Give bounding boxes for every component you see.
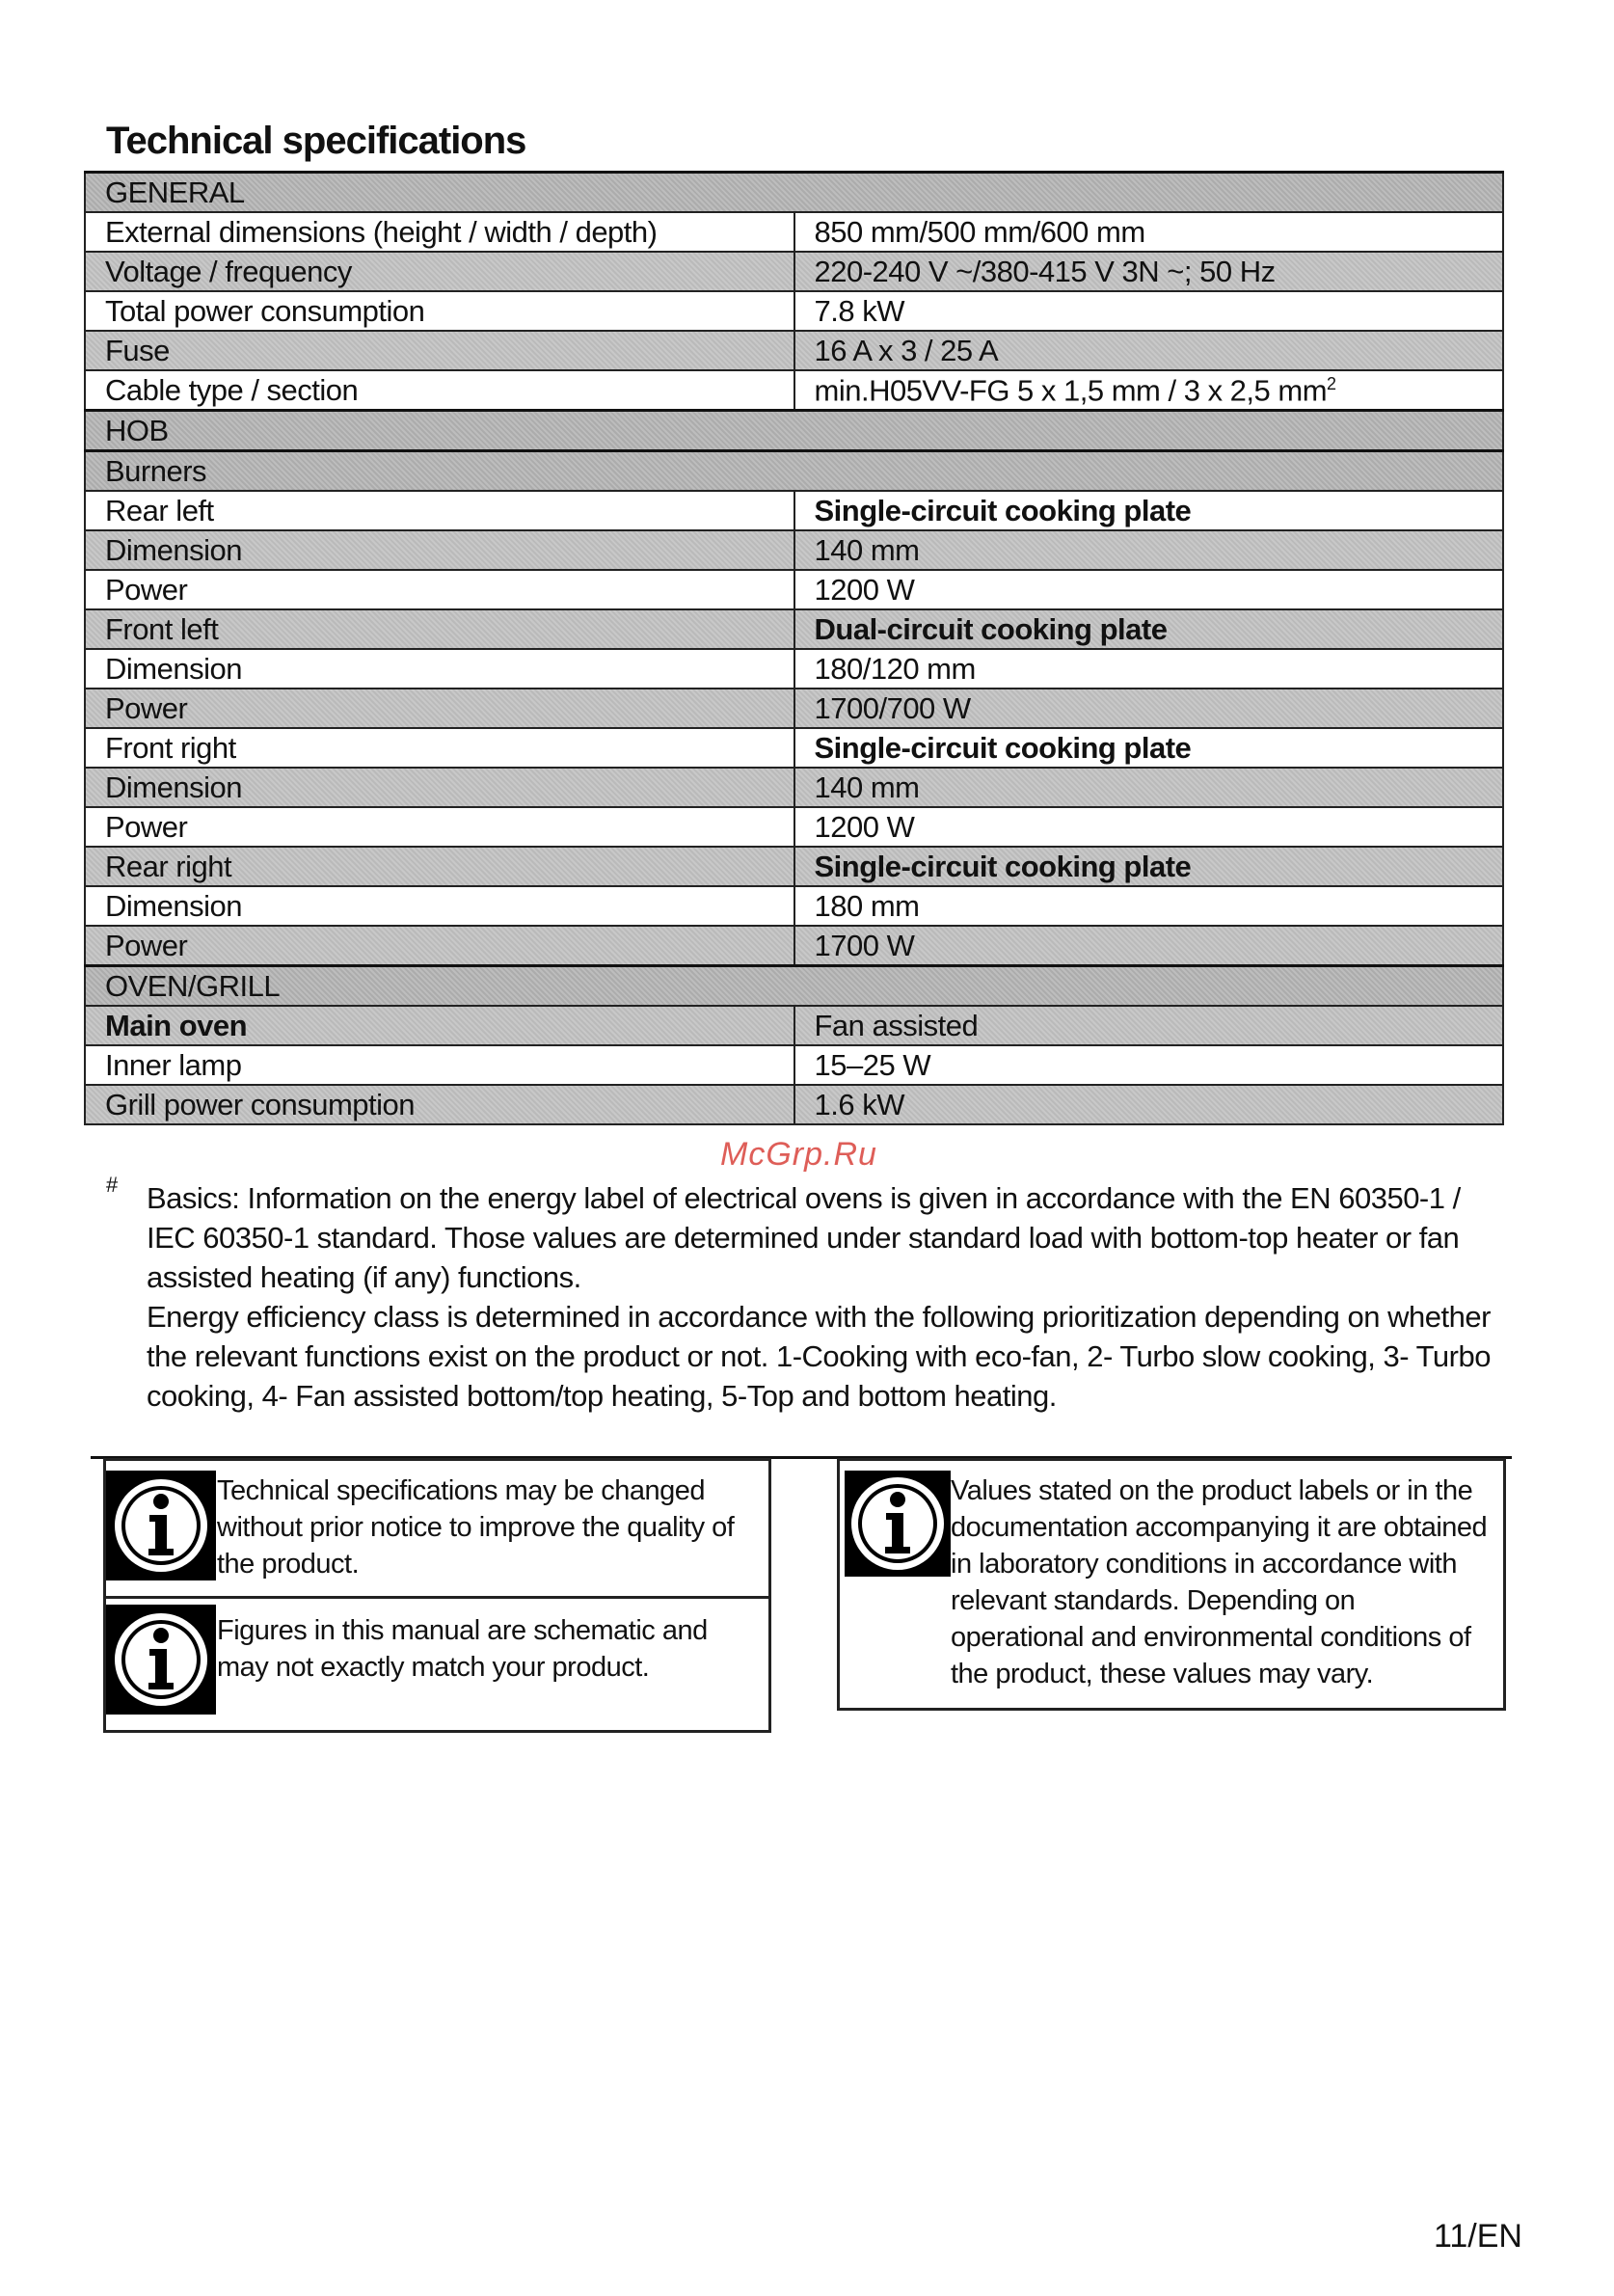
table-row xyxy=(85,570,1503,609)
table-row xyxy=(85,1085,1503,1124)
info-icon xyxy=(106,1605,216,1715)
table-row xyxy=(85,252,1503,291)
spec-label: Dimension xyxy=(85,886,794,926)
info-icon xyxy=(845,1471,951,1577)
spec-value: Fan assisted xyxy=(794,1006,1504,1045)
footnote-paragraph: Basics: Information on the energy label of electrical ovens is given in accordance with the EN 60350-1 / IEC 60350-1 standard. Those values are determined under standard load with bottom-top heater or fan assisted heating (if any) functions. xyxy=(147,1181,1461,1294)
note-text: Technical specifications may be changed without prior notice to improve the quality of the product. xyxy=(217,1475,735,1580)
page-title: Technical specifications xyxy=(106,120,526,162)
watermark: McGrp.Ru xyxy=(720,1136,877,1173)
spec-label: Main oven xyxy=(85,1006,794,1045)
spec-label: Rear left xyxy=(85,491,794,530)
spec-value: Single-circuit cooking plate xyxy=(794,847,1504,886)
section-hob xyxy=(85,411,1503,451)
spec-value: 140 mm xyxy=(794,530,1504,570)
subsection-burners xyxy=(85,451,1503,492)
table-row xyxy=(85,609,1503,649)
table-row xyxy=(85,331,1503,370)
table-row xyxy=(85,370,1503,411)
spec-label: Power xyxy=(85,926,794,966)
table-row xyxy=(85,212,1503,252)
spec-label: Dimension xyxy=(85,768,794,807)
superscript: 2 xyxy=(1327,373,1336,393)
spec-value: 16 A x 3 / 25 A xyxy=(794,331,1504,370)
table-row xyxy=(85,649,1503,689)
spec-value: Single-circuit cooking plate xyxy=(794,728,1504,768)
spec-label: Front left xyxy=(85,609,794,649)
spec-value: 1200 W xyxy=(794,570,1504,609)
spec-label: Grill power consumption xyxy=(85,1085,794,1124)
note-text: Values stated on the product labels or in the documentation accompanying it are obtained in laboratory conditions in accordance with relevant standards. Depending on operational and environmental conditions of the product, these values may vary. xyxy=(951,1475,1488,1689)
table-row xyxy=(85,768,1503,807)
spec-value: 1700 W xyxy=(794,926,1504,966)
spec-value: 1700/700 W xyxy=(794,689,1504,728)
spec-value: Dual-circuit cooking plate xyxy=(794,609,1504,649)
spec-label: Power xyxy=(85,570,794,609)
info-icon xyxy=(106,1471,216,1580)
spec-label: Front right xyxy=(85,728,794,768)
table-row xyxy=(85,807,1503,847)
table-row xyxy=(85,291,1503,331)
spec-value: 180 mm xyxy=(794,886,1504,926)
table-row xyxy=(85,491,1503,530)
section-header: GENERAL xyxy=(85,173,1503,213)
spec-table xyxy=(84,171,1504,1125)
table-row xyxy=(85,847,1503,886)
spec-label: Rear right xyxy=(85,847,794,886)
table-row xyxy=(85,728,1503,768)
spec-value: 1.6 kW xyxy=(794,1085,1504,1124)
page-number: 11/EN xyxy=(1434,2218,1522,2255)
footnote xyxy=(106,1173,1504,1416)
table-row xyxy=(85,689,1503,728)
spec-label: Power xyxy=(85,807,794,847)
section-oven-grill xyxy=(85,966,1503,1007)
table-row xyxy=(85,1006,1503,1045)
spec-label: Dimension xyxy=(85,649,794,689)
spec-value: 15–25 W xyxy=(794,1045,1504,1085)
spec-label: Power xyxy=(85,689,794,728)
note-row xyxy=(106,1461,768,1599)
table-row xyxy=(85,530,1503,570)
notes-box-left xyxy=(103,1458,771,1733)
note-row xyxy=(106,1599,768,1724)
subsection-header: Burners xyxy=(85,451,1503,492)
spec-value: Single-circuit cooking plate xyxy=(794,491,1504,530)
spec-label: Total power consumption xyxy=(85,291,794,331)
notes-box-right xyxy=(837,1458,1506,1711)
footnote-marker: # xyxy=(106,1173,119,1197)
spec-value: 7.8 kW xyxy=(794,291,1504,331)
section-general xyxy=(85,173,1503,213)
section-header: OVEN/GRILL xyxy=(85,966,1503,1007)
spec-value: 220-240 V ~/380-415 V 3N ~; 50 Hz xyxy=(794,252,1504,291)
table-row xyxy=(85,886,1503,926)
spec-value: 1200 W xyxy=(794,807,1504,847)
table-row xyxy=(85,926,1503,966)
cable-spec-text: min.H05VV-FG 5 x 1,5 mm / 3 x 2,5 mm xyxy=(814,373,1328,408)
section-header: HOB xyxy=(85,411,1503,451)
spec-label: Cable type / section xyxy=(85,370,794,411)
spec-value: 140 mm xyxy=(794,768,1504,807)
spec-label: External dimensions (height / width / depth) xyxy=(85,212,794,252)
spec-label: Fuse xyxy=(85,331,794,370)
table-row xyxy=(85,1045,1503,1085)
spec-value: 180/120 mm xyxy=(794,649,1504,689)
spec-value xyxy=(794,370,1504,411)
spec-value: 850 mm/500 mm/600 mm xyxy=(794,212,1504,252)
spec-label: Voltage / frequency xyxy=(85,252,794,291)
spec-label: Inner lamp xyxy=(85,1045,794,1085)
note-text: Figures in this manual are schematic and may not exactly match your product. xyxy=(217,1615,708,1683)
spec-label: Dimension xyxy=(85,530,794,570)
footnote-paragraph: Energy efficiency class is determined in accordance with the following prioritization depending on whether the relevant functions exist on the product or not. 1-Cooking with eco-fan, 2- Turbo slow cooking, 3- Turbo cooking, 4- Fan assisted bottom/top heating, 5-Top and bottom heating. xyxy=(147,1300,1491,1413)
